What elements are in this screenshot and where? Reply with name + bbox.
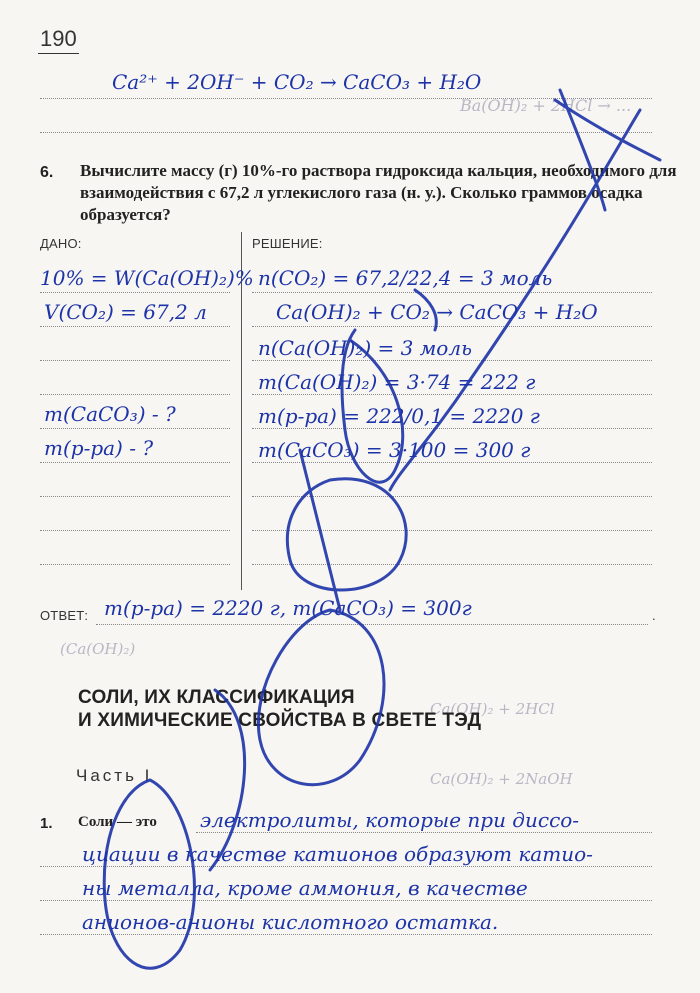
solution-label: РЕШЕНИЕ: — [252, 236, 323, 251]
dotted-rule — [196, 832, 652, 833]
dotted-rule — [40, 428, 230, 429]
dotted-rule — [40, 326, 230, 327]
given-label: ДАНО: — [40, 236, 82, 251]
answer-line: ны металла, кроме аммония, в качестве — [82, 876, 528, 900]
dotted-rule — [252, 394, 652, 395]
answer-text: m(р-ра) = 2220 г, m(CaCO₃) = 300г — [104, 596, 472, 620]
dotted-rule — [40, 866, 652, 867]
dotted-rule — [96, 624, 648, 625]
answer-label: ОТВЕТ: — [40, 608, 89, 623]
dotted-rule — [40, 132, 652, 133]
section-title — [78, 686, 481, 732]
dotted-rule — [40, 98, 652, 99]
dotted-rule — [40, 900, 652, 901]
show-through-text: Ca(OH)₂ + 2HCl — [430, 700, 555, 718]
dotted-rule — [40, 496, 230, 497]
task-text: Вычислите массу (г) 10%-го раствора гидроксида кальция, необходимого для взаимодействия с 67,2 л углекислого газа (н. у.). Сколько граммов осадка образуется? — [80, 161, 677, 224]
page-number: 190 — [38, 26, 79, 54]
dotted-rule — [252, 428, 652, 429]
answer-end: . — [652, 608, 656, 623]
given-line: m(р-ра) - ? — [44, 436, 154, 460]
dotted-rule — [252, 292, 652, 293]
dotted-rule — [40, 462, 230, 463]
solution-line: m(Ca(OH)₂) = 3·74 = 222 г — [258, 370, 536, 394]
question-number: 1. — [40, 815, 53, 832]
dotted-rule — [40, 530, 230, 531]
section-title-line: СОЛИ, ИХ КЛАССИФИКАЦИЯ — [78, 687, 355, 708]
part-label: Часть I — [76, 766, 153, 785]
dotted-rule — [252, 326, 652, 327]
solution-line: m(CaCO₃) = 3·100 = 300 г — [258, 438, 531, 462]
solution-line: n(CO₂) = 67,2/22,4 = 3 моль — [258, 266, 553, 290]
dotted-rule — [40, 564, 230, 565]
answer-line: электролиты, которые при диссо- — [200, 808, 580, 832]
answer-line: циации в качестве катионов образуют катио- — [82, 842, 593, 866]
solution-line: m(р-ра) = 222/0,1 = 2220 г — [258, 404, 540, 428]
dotted-rule — [252, 462, 652, 463]
given-line: m(CaCO₃) - ? — [44, 402, 176, 426]
dotted-rule — [40, 360, 230, 361]
solution-line: Ca(OH)₂ + CO₂ → CaCO₃ + H₂O — [276, 300, 598, 324]
answer-line: анионов-анионы кислотного остатка. — [82, 910, 499, 934]
handwritten-equation: Ca²⁺ + 2OH⁻ + CO₂ → CaCO₃ + H₂O — [112, 70, 482, 94]
section-title-line: И ХИМИЧЕСКИЕ СВОЙСТВА В СВЕТЕ ТЭД — [78, 710, 482, 731]
task-number: 6. — [40, 164, 54, 181]
dotted-rule — [252, 530, 652, 531]
dotted-rule — [252, 360, 652, 361]
dotted-rule — [40, 394, 230, 395]
solution-line: n(Ca(OH)₂) = 3 моль — [258, 336, 472, 360]
given-line: V(CO₂) = 67,2 л — [44, 300, 207, 324]
dotted-rule — [252, 564, 652, 565]
show-through-text: (Ca(OH)₂) — [60, 640, 136, 658]
dotted-rule — [252, 496, 652, 497]
dotted-rule — [40, 934, 652, 935]
dotted-rule — [40, 292, 230, 293]
given-line: 10% = W(Ca(OH)₂)% — [40, 266, 254, 290]
question-prompt: Соли — это — [78, 814, 157, 830]
show-through-text: Ba(OH)₂ + 2HCl → ... — [460, 96, 632, 115]
show-through-text: Ca(OH)₂ + 2NaOH — [430, 770, 573, 788]
